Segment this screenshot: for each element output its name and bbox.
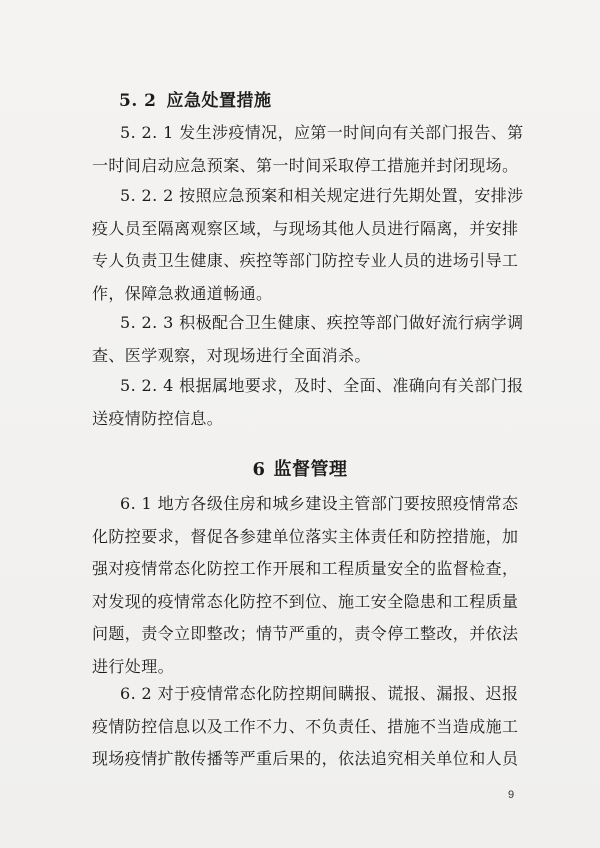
section-number: 6 [252,459,266,480]
text-line: 一时间启动应急预案、第一时间采取停工措施并封闭现场。 [92,155,519,175]
text-line: 查、医学观察，对现场进行全面消杀。 [92,345,371,365]
section-title: 监督管理 [273,459,348,480]
text-line: 进行处理。 [92,656,175,676]
paragraph-5-2-3 [92,307,522,372]
text-line: 问题，责令立即整改；情节严重的，责令停工整改，并依法 [92,624,519,643]
text-line: 5. 2. 1 发生涉疫情况，应第一时间向有关部门报告、第 [120,123,524,142]
text-line: 疫人员至隔离观察区域，与现场其他人员进行隔离，并安排 [92,218,519,238]
text-line: 5. 2. 3 积极配合卫生健康、疾控等部门做好流行病学调 [120,313,524,332]
page-number: 9 [508,789,515,801]
section-number: 5. 2 [119,91,157,111]
text-line: 6. 1 地方各级住房和城乡建设主管部门要按照疫情常态 [120,494,519,513]
text-line: 5. 2. 2 按照应急预案和相关规定进行先期处置，安排涉 [120,186,524,205]
text-line: 疫情防控信息以及工作不力、不负责任、措施不当造成施工 [92,716,519,736]
section-title: 应急处置措施 [166,91,272,111]
text-line: 5. 2. 4 根据属地要求，及时、全面、准确向有关部门报 [120,376,524,395]
paragraph-5-2-2 [92,180,522,310]
paragraph-6-1 [92,488,522,683]
text-line: 6. 2 对于疫情常态化防控期间瞒报、谎报、漏报、迟报 [120,684,519,703]
section-heading-5-2 [119,86,272,111]
text-line: 现场疫情扩散传播等严重后果的，依法追究相关单位和人员 [92,749,519,768]
text-line: 送疫情防控信息。 [92,408,224,428]
paragraph-5-2-4 [92,370,522,435]
text-line: 对发现的疫情常态化防控不到位、施工安全隐患和工程质量 [92,591,519,611]
text-line: 作，保障急救通道畅通。 [92,283,273,303]
paragraph-5-2-1 [92,117,522,182]
paragraph-6-2 [92,678,522,776]
text-line: 专人负责卫生健康、疾控等部门防控专业人员的进场引导工 [92,251,519,270]
text-line: 强对疫情常态化防控工作开展和工程质量安全的监督检查， [92,559,519,578]
text-line: 化防控要求，督促各参建单位落实主体责任和防控措施，加 [92,526,519,546]
section-heading-6 [0,455,600,481]
